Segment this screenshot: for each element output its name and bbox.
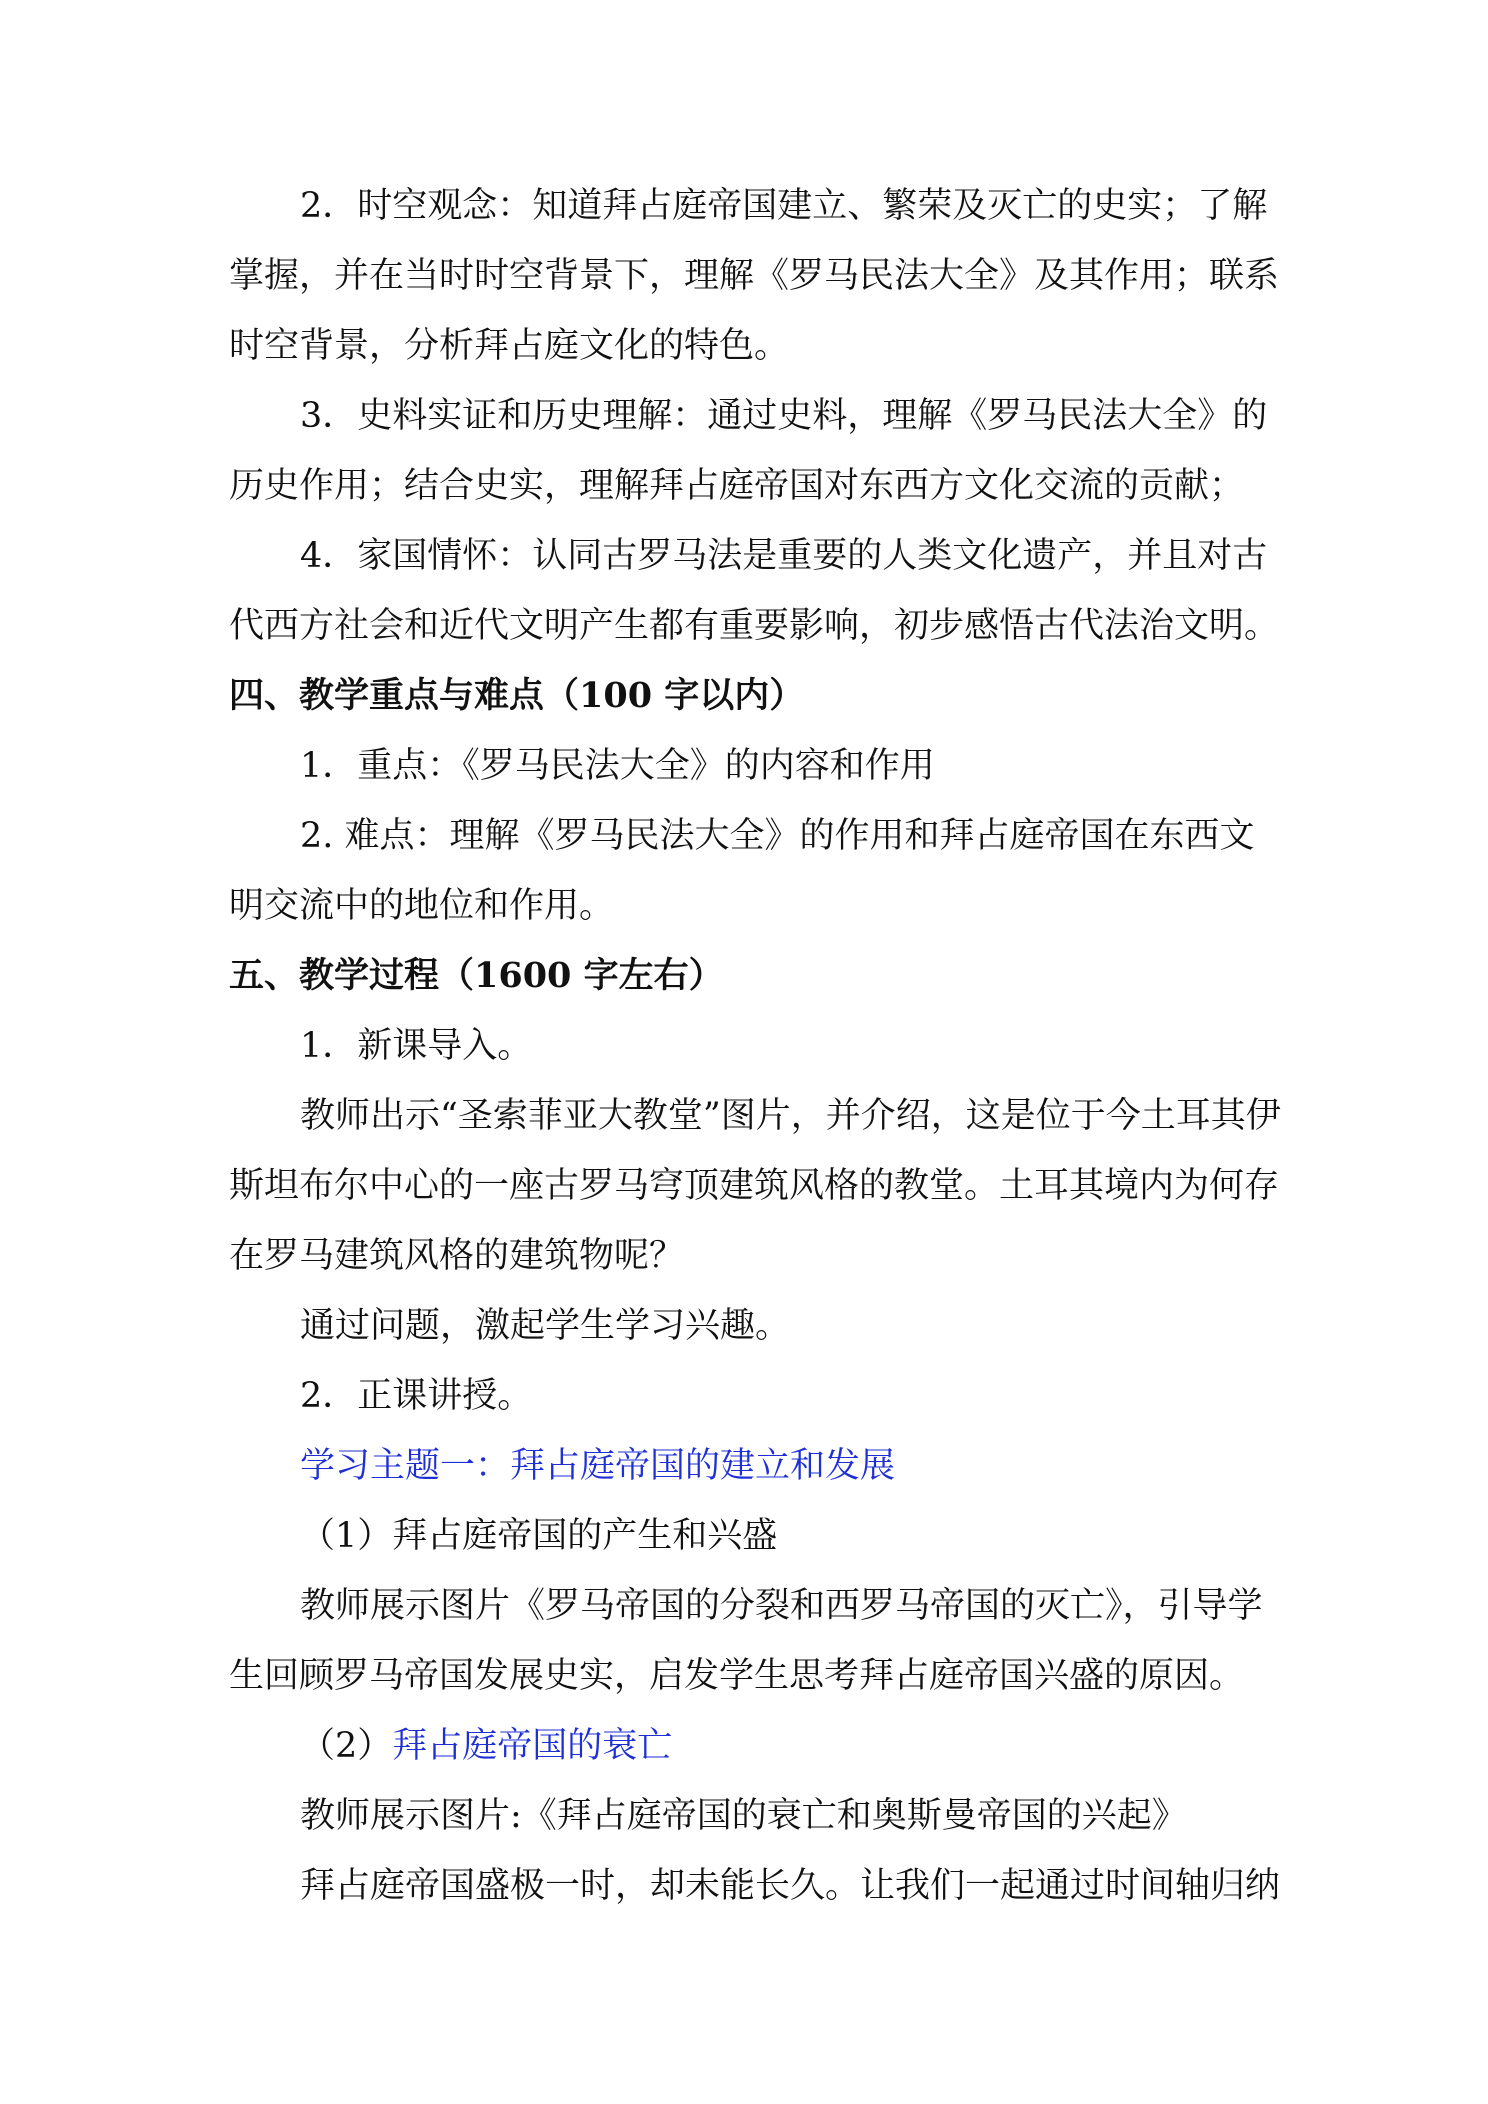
paragraph-line: 1．重点：《罗马民法大全》的内容和作用 [300,746,935,786]
subtopic-line [300,1722,672,1770]
paragraph-line: 4．家国情怀：认同古罗马法是重要的人类文化遗产，并且对古 [300,536,1268,576]
paragraph-line: 教师出示“圣索菲亚大教堂”图片，并介绍，这是位于今土耳其伊 [300,1096,1281,1136]
paragraph-line: 代西方社会和近代文明产生都有重要影响，初步感悟古代法治文明。 [229,606,1280,646]
paragraph-line: 时空背景，分析拜占庭文化的特色。 [229,326,790,366]
paragraph-line: 拜占庭帝国盛极一时，却未能长久。让我们一起通过时间轴归纳 [300,1866,1281,1906]
section-heading: 五、教学过程（1600 字左右） [229,955,724,996]
subtopic-line: （1）拜占庭帝国的产生和兴盛 [300,1516,778,1556]
paragraph-line: 在罗马建筑风格的建筑物呢？ [229,1236,685,1276]
paragraph-line: 掌握，并在当时时空背景下，理解《罗马民法大全》及其作用；联系 [229,256,1280,296]
paragraph-line: 1．新课导入。 [300,1026,533,1066]
paragraph-line: 生回顾罗马帝国发展史实，启发学生思考拜占庭帝国兴盛的原因。 [229,1656,1245,1696]
subtopic-number: （2） [300,1726,393,1766]
subtopic-title: 拜占庭帝国的衰亡 [392,1726,673,1766]
paragraph-line: 教师展示图片《罗马帝国的分裂和西罗马帝国的灭亡》，引导学 [300,1586,1263,1626]
paragraph-line: 历史作用；结合史实，理解拜占庭帝国对东西方文化交流的贡献； [229,466,1245,506]
paragraph-line: 2. 难点：理解《罗马民法大全》的作用和拜占庭帝国在东西文 [300,816,1255,856]
paragraph-line: 2．时空观念：知道拜占庭帝国建立、繁荣及灭亡的史实；了解 [300,186,1268,226]
paragraph-line: 明交流中的地位和作用。 [229,886,615,926]
paragraph-line: 2．正课讲授。 [300,1376,533,1416]
paragraph-line: 3．史料实证和历史理解：通过史料，理解《罗马民法大全》的 [300,396,1268,436]
paragraph-line: 斯坦布尔中心的一座古罗马穹顶建筑风格的教堂。土耳其境内为何存 [229,1166,1280,1206]
paragraph-line: 教师展示图片:《拜占庭帝国的衰亡和奥斯曼帝国的兴起》 [300,1796,1187,1836]
topic-heading: 学习主题一：拜占庭帝国的建立和发展 [300,1446,896,1486]
section-heading: 四、教学重点与难点（100 字以内） [229,675,805,716]
paragraph-line: 通过问题，激起学生学习兴趣。 [300,1306,791,1346]
